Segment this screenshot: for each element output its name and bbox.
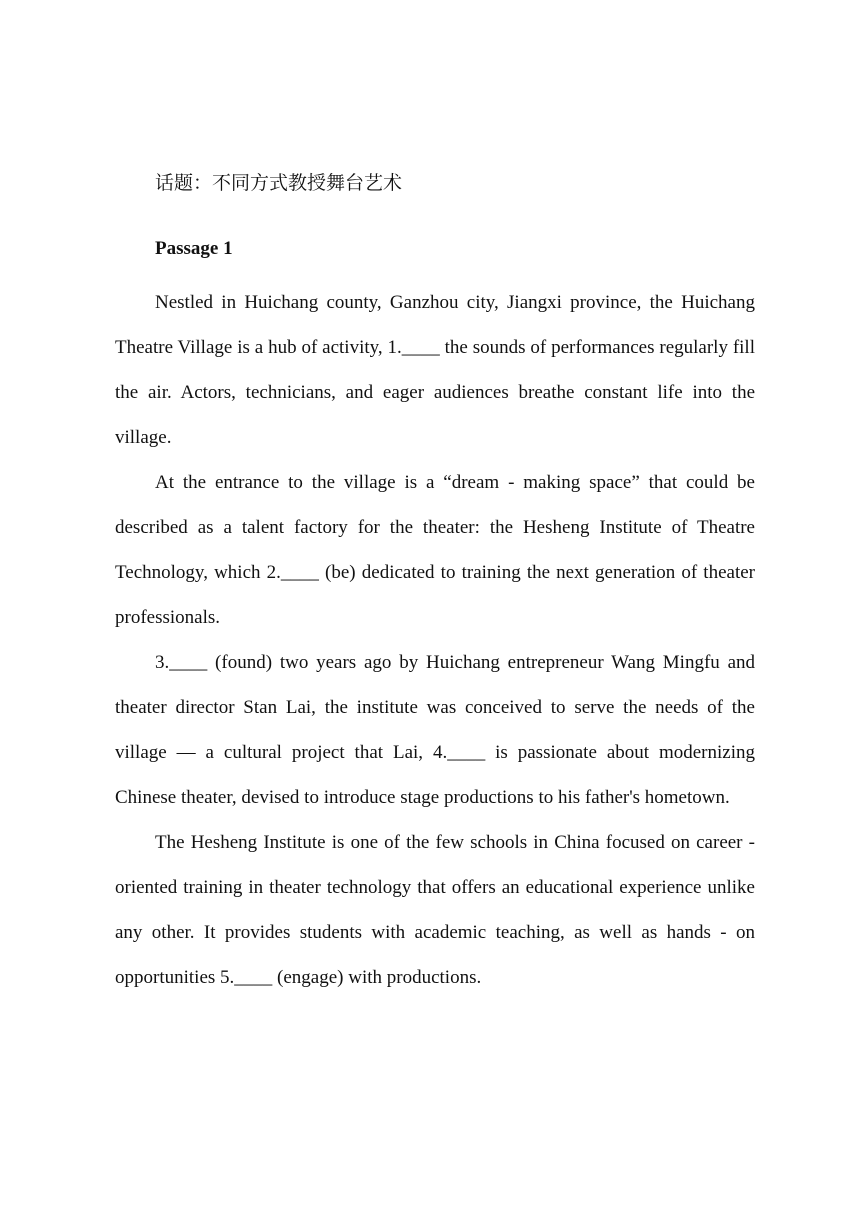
paragraph-4: The Hesheng Institute is one of the few schools in China focused on career - oriented training in theater technology that offers an educational experience unlike any other. It provides students with academic teaching, as well as hands - on opportunities 5.____ (engage) with productions.: [115, 832, 755, 988]
passage-title: Passage 1: [155, 238, 233, 259]
paragraph-2: At the entrance to the village is a “dream - making space” that could be described as a talent factory for the theater: the Hesheng Institute of Theatre Technology, which 2.____ (be) dedicated to training the next generation of theater professionals.: [115, 472, 755, 628]
paragraph-1: Nestled in Huichang county, Ganzhou city, Jiangxi province, the Huichang Theatre Village is a hub of activity, 1.____ the sounds of performances regularly fill the air. Actors, technicians, and eager audiences breathe constant life into the village.: [115, 292, 755, 448]
paragraph-3: 3.____ (found) two years ago by Huichang entrepreneur Wang Mingfu and theater director Stan Lai, the institute was conceived to serve the needs of the village — a cultural project that Lai, 4.____ is passionate about modernizing Chinese theater, devised to introduce stage productions to his father's hometown.: [115, 652, 755, 808]
topic-heading: 话题：不同方式教授舞台艺术: [155, 172, 403, 194]
document-body: [115, 166, 755, 1000]
